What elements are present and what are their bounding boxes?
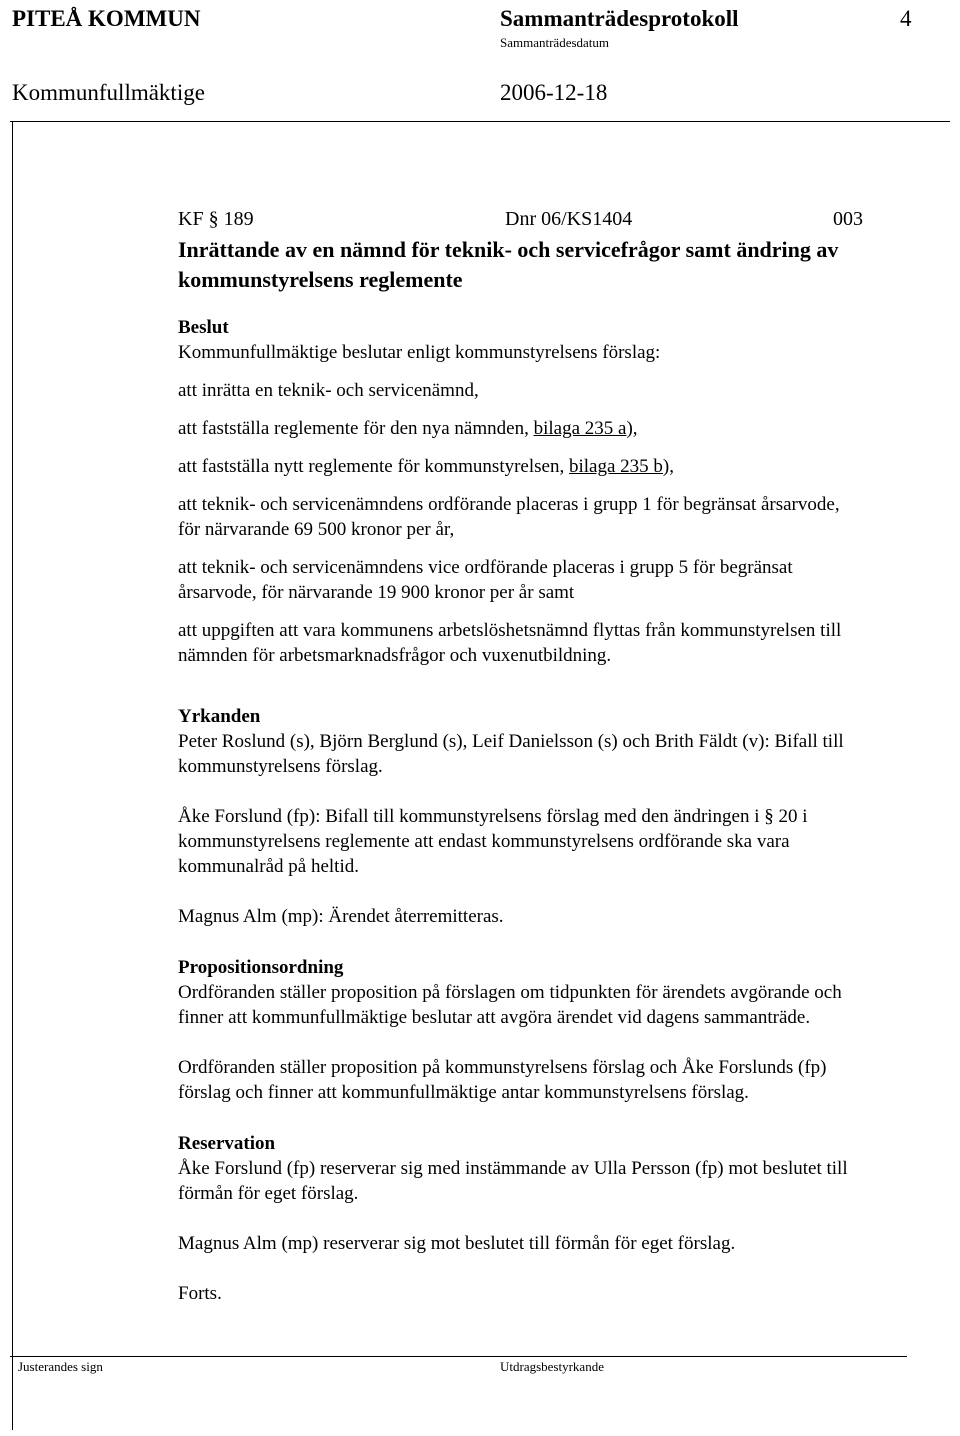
propositionsordning-heading: Propositionsordning — [178, 957, 344, 978]
section-reference: § 20 i — [764, 806, 808, 827]
beslut-item-3: att fastställa nytt reglemente för kommunstyrelsen, bilaga 235 b), — [178, 456, 674, 477]
beslut-item-4-line1: att teknik- och servicenämndens ordförande placeras i grupp 1 för begränsat årsarvode, — [178, 494, 840, 515]
case-title-line2: kommunstyrelsens reglemente — [178, 267, 463, 292]
case-dnr: Dnr 06/KS1404 — [505, 208, 633, 230]
beslut-item-6-line2: nämnden för arbetsmarknadsfrågor och vuxenutbildning. — [178, 645, 612, 666]
body-name: Kommunfullmäktige — [12, 80, 205, 105]
beslut-item-5-line1: att teknik- och servicenämndens vice ordförande placeras i grupp 5 för begränsat — [178, 557, 793, 578]
beslut-item-1: att inrätta en teknik- och servicenämnd, — [178, 380, 479, 401]
proposition-p1-line2: finner att kommunfullmäktige beslutar att avgöra ärendet vid dagens sammanträde. — [178, 1007, 811, 1028]
case-row — [178, 207, 960, 235]
case-title-line1: Inrättande av en nämnd för teknik- och servicefrågor samt ändring av — [178, 237, 839, 262]
yrkanden-p2-line2: kommunstyrelsens reglemente att endast kommunstyrelsens ordförande ska vara — [178, 831, 790, 852]
organization-name: PITEÅ KOMMUN — [12, 6, 201, 31]
proposition-p2-line2: förslag och finner att kommunfullmäktige antar kommunstyrelsens förslag. — [178, 1082, 749, 1103]
yrkanden-p2-line1: Åke Forslund (fp): Bifall till kommunstyrelsens förslag med den ändringen i § 20 i — [178, 806, 808, 827]
document-type: Sammanträdesprotokoll — [500, 6, 739, 31]
reservation-heading: Reservation — [178, 1133, 276, 1154]
beslut-heading: Beslut — [178, 317, 229, 338]
proposition-p2-line1: Ordföranden ställer proposition på kommunstyrelsens förslag och Åke Forslunds (fp) — [178, 1057, 827, 1078]
yrkanden-p2-line3: kommunalråd på heltid. — [178, 856, 359, 877]
date-label: Sammanträdesdatum — [500, 35, 610, 50]
yrkanden-heading: Yrkanden — [178, 706, 261, 727]
beslut-item-2: att fastställa reglemente för den nya nämnden, bilaga 235 a), — [178, 418, 638, 439]
footer-divider — [10, 1356, 907, 1357]
case-number: KF § 189 — [178, 208, 254, 230]
meeting-date: 2006-12-18 — [500, 80, 608, 105]
beslut-item-5-line2: årsarvode, för närvarande 19 900 kronor per år samt — [178, 582, 575, 603]
footer-certification-label: Utdragsbestyrkande — [500, 1359, 604, 1374]
reservation-p1-line2: förmån för eget förslag. — [178, 1183, 359, 1204]
bilaga-b-link[interactable]: bilaga 235 b), — [568, 456, 674, 477]
beslut-item-6-line1: att uppgiften att vara kommunens arbetslöshetsnämnd flyttas från kommunstyrelsen till — [178, 620, 842, 641]
reservation-p1-line1: Åke Forslund (fp) reserverar sig med instämmande av Ulla Persson (fp) mot beslutet till — [178, 1158, 848, 1179]
beslut-intro: Kommunfullmäktige beslutar enligt kommunstyrelsens förslag: — [178, 342, 661, 363]
bilaga-a-link[interactable]: bilaga 235 a), — [533, 418, 638, 439]
footer-signature-label: Justerandes sign — [18, 1359, 103, 1374]
proposition-p1-line1: Ordföranden ställer proposition på förslagen om tidpunkten för ärendets avgörande och — [178, 982, 842, 1003]
reservation-p2: Magnus Alm (mp) reserverar sig mot beslutet till förmån för eget förslag. — [178, 1233, 736, 1254]
header-divider — [10, 121, 950, 122]
yrkanden-p1-line1: Peter Roslund (s), Björn Berglund (s), Leif Danielsson (s) och Brith Fäldt (v): Bifall till — [178, 731, 844, 752]
case-code: 003 — [833, 208, 863, 230]
protocol-content — [178, 207, 960, 1306]
continued-note: Forts. — [178, 1283, 222, 1304]
margin-line — [12, 122, 13, 1430]
page-number: 4 — [900, 6, 912, 31]
yrkanden-p3: Magnus Alm (mp): Ärendet återremitteras. — [178, 906, 504, 927]
beslut-item-4-line2: för närvarande 69 500 kronor per år, — [178, 519, 455, 540]
yrkanden-p1-line2: kommunstyrelsens förslag. — [178, 756, 383, 777]
